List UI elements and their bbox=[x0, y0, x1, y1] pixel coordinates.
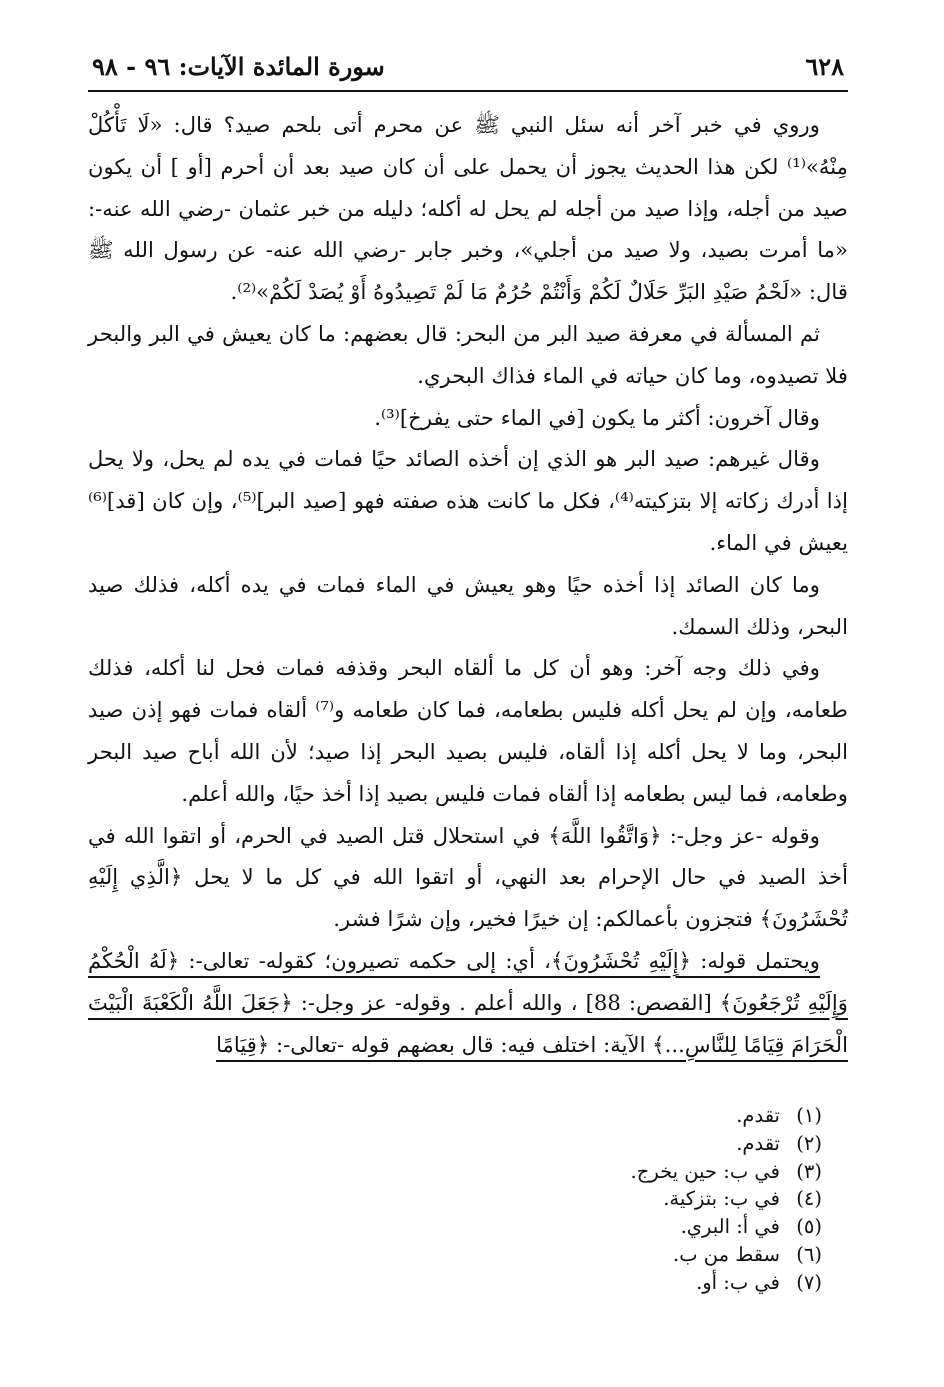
footnote bbox=[88, 1158, 822, 1186]
footnote bbox=[88, 1185, 822, 1213]
running-title: سورة المائدة الآيات: ٩٦ - ٩٨ bbox=[92, 52, 385, 81]
paragraph: وما كان الصائد إذا أخذه حيًا وهو يعيش في الماء فمات في يده أكله، فذلك صيد البحر، وذلك السمك. bbox=[88, 571, 848, 639]
footnote-number: (٥) bbox=[796, 1215, 822, 1239]
footnote-text: سقط من ب. bbox=[673, 1242, 780, 1266]
paragraph: وقوله -عز وجل-: ﴿وَاتَّقُوا اللَّهَ﴾ في استحلال قتل الصيد في الحرم، أو اتقوا الله في أخذ الصيد في حال الإحرام بعد النهي، أو اتقوا الله في كل ما لا يحل ﴿الَّذِي إِلَيْهِ تُحْشَرُونَ﴾ فتجزون بأعمالكم: إن خيرًا فخير، وإن شرًا فشر. bbox=[88, 822, 848, 932]
book-page bbox=[88, 52, 849, 1294]
footnote-number: (١) bbox=[796, 1104, 822, 1127]
paragraph: ويحتمل قوله: ﴿إِلَيْهِ تُحْشَرُونَ﴾، أي: إلى حكمه تصيرون؛ كقوله- تعالى-: ﴿لَهُ الْحُكْمُ وَإِلَيْهِ تُرْجَعُونَ﴾ [القصص: 88] ، والله أعلم . وقوله- عز وجل-: ﴿جَعَلَ اللَّهُ الْكَعْبَةَ الْبَيْتَ الْحَرَامَ قِيَامًا لِلنَّاسِ...﴾ الآية: اختلف فيه: قال بعضهم قوله -تعالى-: ﴿قِيَامًا bbox=[88, 947, 849, 1057]
paragraph: ثم المسألة في معرفة صيد البر من البحر: قال بعضهم: ما كان يعيش في البر والبحر فلا تصيدوه، وما كان حياته في الماء فذاك البحري. bbox=[88, 320, 848, 388]
footnote-text: في ب: أو. bbox=[696, 1270, 780, 1294]
footnote-text: في ب: بتزكية. bbox=[663, 1187, 780, 1211]
footnote-number: (٣) bbox=[796, 1159, 822, 1183]
footnote-number: (٧) bbox=[796, 1270, 822, 1294]
page-header bbox=[88, 52, 848, 92]
footnote-number: (٤) bbox=[796, 1187, 822, 1211]
footnote-number: (٢) bbox=[796, 1131, 822, 1155]
footnote bbox=[88, 1102, 822, 1130]
main-text bbox=[88, 104, 848, 1065]
footnote bbox=[88, 1130, 822, 1158]
footnote-text: تقدم. bbox=[736, 1104, 780, 1127]
footnote-number: (٦) bbox=[796, 1242, 822, 1266]
footnote-text: تقدم. bbox=[736, 1131, 780, 1155]
footnote bbox=[88, 1241, 822, 1269]
page-number: ٦٢٨ bbox=[805, 52, 844, 81]
paragraph: وقال غيرهم: صيد البر هو الذي إن أخذه الصائد حيًا فمات في يده لم يحل، ولا يحل إذا أدرك زكاته إلا بتزكيته⁽⁴⁾، فكل ما كانت هذه صفته فهو [صيد البر]⁽⁵⁾، وإن كان [قد]⁽⁶⁾ يعيش في الماء. bbox=[88, 446, 848, 555]
footnote-list bbox=[88, 1102, 848, 1297]
footnotes bbox=[88, 1102, 848, 1297]
paragraph: وقال آخرون: أكثر ما يكون [في الماء حتى يفرخ]⁽³⁾. bbox=[374, 404, 820, 430]
paragraph: وفي ذلك وجه آخر: وهو أن كل ما ألقاه البحر وقذفه فمات فحل لنا أكله، فذلك طعامه، وإن لم يحل أكله فليس بطعامه، فما كان طعامه و⁽⁷⁾ ألقاه فمات فهو إذن صيد البحر، وما لا يحل أكله إذا ألقاه، فليس بصيد البحر إذا صيد؛ لأن الله أباح صيد البحر وطعامه، فما ليس بطعامه إذا ألقاه فمات فليس بصيد إذا أخذ حيًا، والله أعلم. bbox=[88, 655, 849, 806]
footnote-text: في أ: البري. bbox=[680, 1215, 780, 1239]
paragraph: وروي في خبر آخر أنه سئل النبي ﷺ عن محرم أتى بلحم صيد؟ قال: «لَا تَأْكُلْ مِنْهُ»⁽¹⁾ لكن هذا الحديث يجوز أن يحمل على أن كان صيد بعد أن أحرم [أو ] أن يكون صيد من أجله، وإذا صيد من أجله لم يحل له أكله؛ دليله من خبر عثمان -رضي الله عنه-: «ما أمرت بصيد، ولا صيد من أجلي»، وخبر جابر -رضي الله عنه- عن رسول الله ﷺ قال: «لَحْمُ صَيْدِ البَرِّ حَلَالٌ لَكُمْ وَأَنْتُمْ حُرُمٌ مَا لَمْ تَصِيدُوهُ أَوْ يُصَدْ لَكُمْ»⁽²⁾. bbox=[88, 112, 848, 305]
footnote bbox=[88, 1213, 822, 1241]
footnote bbox=[88, 1269, 822, 1297]
footnote-text: في ب: حين يخرج. bbox=[630, 1159, 780, 1183]
